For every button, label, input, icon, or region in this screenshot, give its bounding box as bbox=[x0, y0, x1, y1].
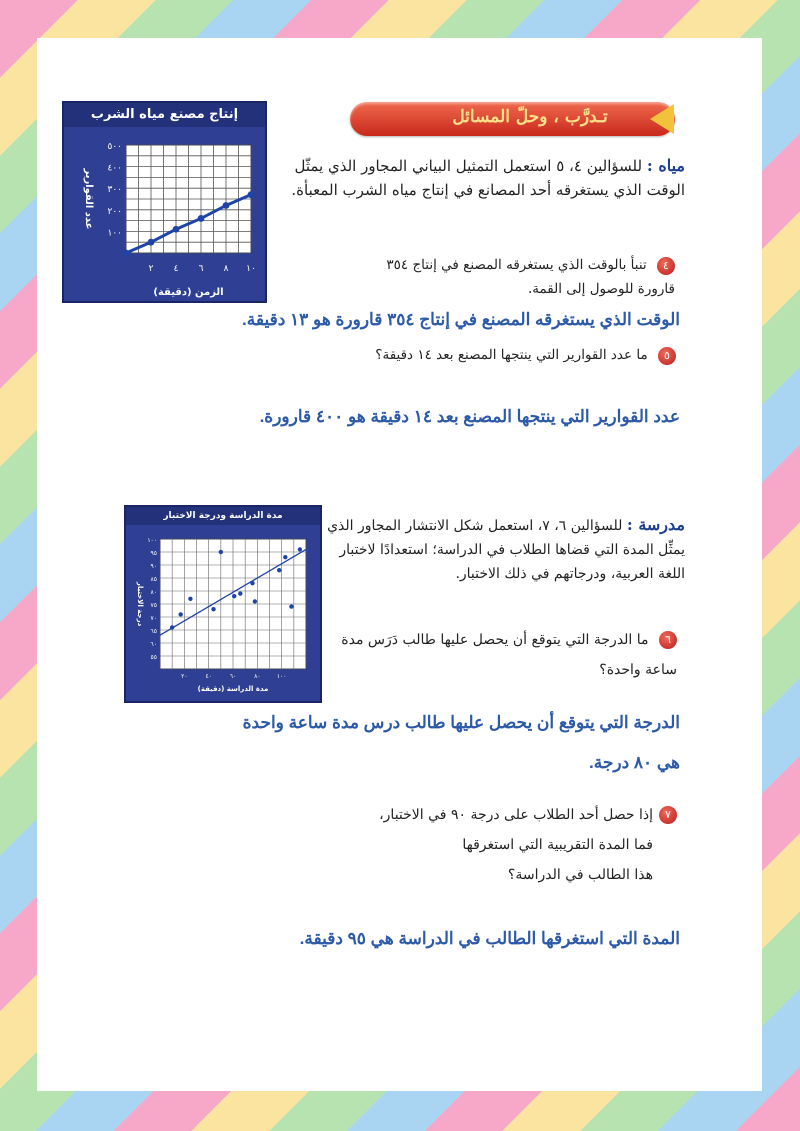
y-axis-label: درجة الاختبار bbox=[136, 581, 144, 627]
y-tick-label: ١٠٠ bbox=[107, 228, 122, 239]
question-number-badge: ٧ bbox=[659, 806, 677, 824]
answer-4: الوقت الذي يستغرقه المصنع في إنتاج ٣٥٤ قارورة هو ١٣ دقيقة. bbox=[242, 310, 680, 329]
question-text: هذا الطالب في الدراسة؟ bbox=[507, 867, 653, 883]
data-point bbox=[248, 191, 255, 198]
scatter-chart bbox=[126, 525, 320, 701]
data-point bbox=[173, 226, 180, 233]
x-tick-label: ٢٠ bbox=[181, 673, 188, 680]
data-point bbox=[123, 250, 130, 257]
data-point bbox=[250, 581, 254, 585]
chart-water-factory bbox=[62, 101, 267, 303]
lead-keyword: مياه : bbox=[646, 156, 685, 175]
data-point bbox=[232, 594, 236, 598]
question-number-badge: ٥ bbox=[658, 347, 676, 365]
y-axis-label: عدد القوارير bbox=[83, 168, 94, 230]
question-text: تنبأ بالوقت الذي يستغرقه المصنع في إنتاج ٣٥٤ قارورة للوصول إلى القمة. bbox=[386, 257, 675, 297]
lead-paragraph-water bbox=[275, 154, 685, 202]
data-point bbox=[298, 547, 302, 551]
question-text: ما عدد القوارير التي ينتجها المصنع بعد ١٤ دقيقة؟ bbox=[375, 347, 648, 363]
data-point bbox=[211, 607, 215, 611]
x-tick-label: ٢ bbox=[148, 264, 154, 274]
y-tick-label: ٥٠٠ bbox=[107, 142, 122, 152]
lead-text: للسؤالين ٦، ٧، استعمل شكل الانتشار المجاور الذي يمثِّل المدة التي قضاها الطلاب في الدراسة؛ استعدادًا لاختبار اللغة العربية، ودرجاتهم في ذلك الاختبار. bbox=[327, 518, 685, 582]
data-point bbox=[223, 202, 230, 209]
answer-6 bbox=[150, 703, 680, 783]
x-axis-label: الزمن (دقيقة) bbox=[153, 287, 224, 298]
data-point bbox=[148, 239, 155, 246]
chart-study-scores bbox=[124, 505, 322, 703]
y-tick-label: ٧٥ bbox=[150, 602, 157, 609]
x-tick-label: ٤ bbox=[173, 264, 179, 274]
x-tick-label: ٨ bbox=[223, 264, 229, 274]
y-tick-label: ٨٥ bbox=[150, 576, 157, 583]
question-5 bbox=[320, 343, 676, 367]
x-tick-label: ٤٠ bbox=[205, 673, 212, 680]
question-text: فما المدة التقريبية التي استغرقها bbox=[462, 837, 653, 853]
question-number-badge: ٦ bbox=[659, 631, 677, 649]
x-tick-label: ٨٠ bbox=[254, 673, 261, 680]
y-tick-label: ٩٠ bbox=[150, 563, 157, 570]
lead-paragraph-school bbox=[325, 513, 685, 586]
y-tick-label: ٩٥ bbox=[150, 550, 157, 557]
banner-title: تـدرَّب ، وحلّ المسائل bbox=[452, 107, 608, 127]
answer-5: عدد القوارير التي ينتجها المصنع بعد ١٤ دقيقة هو ٤٠٠ قارورة. bbox=[259, 407, 680, 426]
data-point bbox=[170, 625, 174, 629]
data-point bbox=[238, 591, 242, 595]
y-tick-label: ٤٠٠ bbox=[107, 163, 122, 174]
x-tick-label: ٦ bbox=[198, 264, 204, 274]
y-tick-label: ٣٠٠ bbox=[107, 185, 122, 196]
x-axis-label: مدة الدراسة (دقيقة) bbox=[197, 685, 269, 693]
line-chart bbox=[64, 127, 265, 301]
answer-7: المدة التي استغرقها الطالب في الدراسة هي ٩٥ دقيقة. bbox=[299, 929, 680, 948]
y-tick-label: ١٠٠ bbox=[147, 537, 157, 544]
y-tick-label: ٥٥ bbox=[150, 654, 157, 661]
question-6 bbox=[325, 625, 677, 685]
lead-keyword: مدرسة : bbox=[626, 515, 685, 534]
question-text: إذا حصل أحد الطلاب على درجة ٩٠ في الاختبار، bbox=[379, 807, 653, 823]
data-point bbox=[253, 599, 257, 603]
chart-title: مدة الدراسة ودرجة الاختبار bbox=[126, 507, 320, 525]
lead-text: للسؤالين ٤، ٥ استعمل التمثيل البياني المجاور الذي يمثّل الوقت الذي يستغرقه أحد المصانع في إنتاج مياه الشرب المعبأة. bbox=[291, 157, 685, 199]
x-tick-label: ١٠ bbox=[246, 264, 256, 274]
question-number-badge: ٤ bbox=[657, 257, 675, 275]
data-point bbox=[178, 612, 182, 616]
data-point bbox=[289, 604, 293, 608]
y-tick-label: ٧٠ bbox=[150, 615, 157, 622]
data-point bbox=[198, 215, 205, 222]
x-tick-label: ٦٠ bbox=[229, 673, 237, 680]
question-4 bbox=[345, 253, 675, 301]
banner-arrow-icon bbox=[650, 104, 674, 134]
y-tick-label: ٨٠ bbox=[150, 589, 157, 596]
question-7 bbox=[300, 800, 677, 890]
answer-line: الدرجة التي يتوقع أن يحصل عليها طالب درس مدة ساعة واحدة bbox=[242, 713, 680, 732]
answer-line: هي ٨٠ درجة. bbox=[589, 753, 680, 772]
data-point bbox=[277, 568, 281, 572]
y-tick-label: ٢٠٠ bbox=[107, 206, 122, 217]
y-tick-label: ٦٥ bbox=[150, 628, 157, 635]
question-text: ما الدرجة التي يتوقع أن يحصل عليها طالب دَرَس مدة ساعة واحدة؟ bbox=[341, 632, 677, 678]
data-point bbox=[283, 555, 287, 559]
y-tick-label: ٦٠ bbox=[150, 641, 157, 648]
x-tick-label: ١٠٠ bbox=[276, 673, 287, 680]
chart-title: إنتاج مصنع مياه الشرب bbox=[64, 103, 265, 127]
data-point bbox=[219, 550, 223, 554]
data-point bbox=[188, 597, 192, 601]
